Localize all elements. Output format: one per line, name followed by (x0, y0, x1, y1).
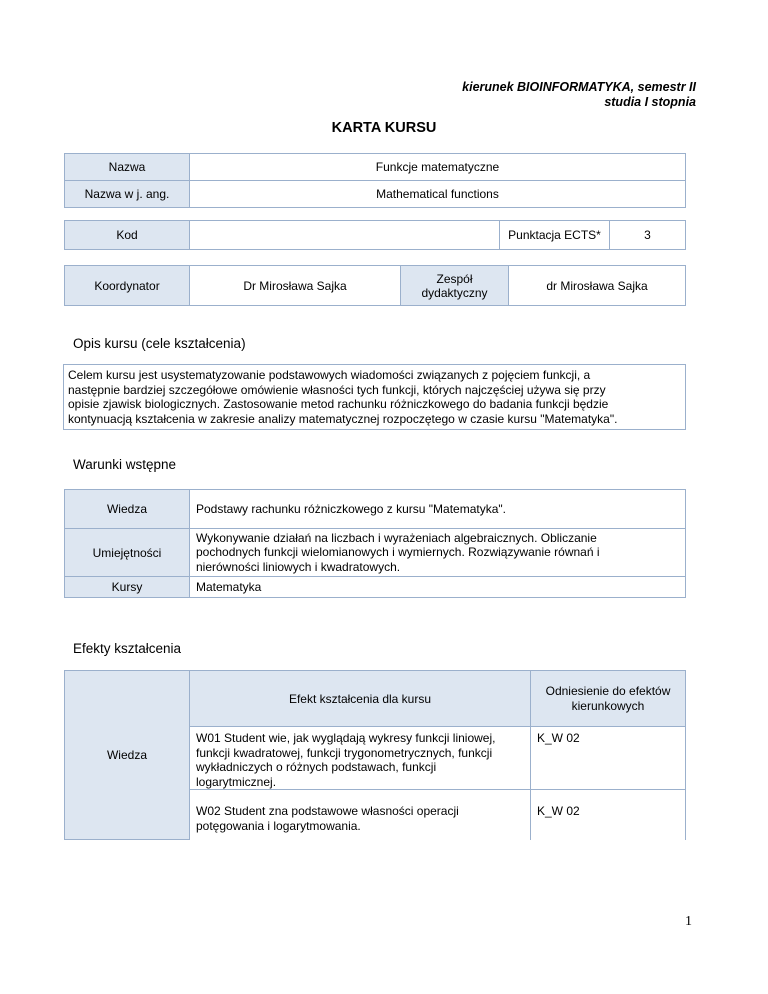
outcomes-heading: Efekty kształcenia (73, 641, 182, 656)
header-level: studia I stopnia (604, 95, 696, 109)
skills-line: pochodnych funkcji wielomianowych i wymiernych. Rozwiązywanie równań i (196, 545, 600, 560)
outcome-line: W02 Student zna podstawowe własności operacji (196, 804, 459, 818)
outcome-text (190, 727, 531, 790)
outcome-line: funkcji kwadratowej, funkcji trygonometrycznych, funkcji (196, 745, 493, 760)
outcomes-col-header: Efekt kształcenia dla kursu (190, 671, 531, 727)
outcome-line: potęgowania i logarytmowania. (196, 818, 361, 833)
outcome-reference: K_W 02 (531, 727, 686, 790)
skills-line: nierówności liniowych i kwadratowych. (196, 559, 401, 574)
skills-label: Umiejętności (65, 529, 190, 577)
outcome-line: W01 Student wie, jak wyglądają wykresy funkcji liniowej, (196, 731, 496, 745)
courses-value: Matematyka (190, 577, 686, 598)
outcomes-table (64, 670, 686, 840)
code-ects-table (64, 220, 686, 250)
description-line: opisie zjawisk biologicznych. Zastosowanie metod rachunku różniczkowego do badania funkcji będzie (68, 397, 609, 411)
description-line: Celem kursu jest usystematyzowanie podstawowych wiadomości związanych z pojęciem funkcji, a (68, 368, 591, 382)
team-label-line1: Zespół (436, 271, 473, 286)
team-value: dr Mirosława Sajka (509, 266, 686, 306)
courses-label: Kursy (65, 577, 190, 598)
ects-value: 3 (610, 221, 686, 250)
description-box (63, 364, 686, 430)
code-label: Kod (65, 221, 190, 250)
coordinator-table (64, 265, 686, 306)
team-label-line2: dydaktyczny (421, 285, 488, 300)
code-value (190, 221, 500, 250)
skills-value (190, 529, 686, 577)
outcome-line: wykładniczych o różnych podstawach, funkcji (196, 760, 437, 774)
knowledge-value: Podstawy rachunku różniczkowego z kursu "Matematyka". (190, 490, 686, 529)
team-label (401, 266, 509, 306)
name-label: Nazwa (65, 154, 190, 181)
course-name-table (64, 153, 686, 208)
outcome-text (190, 790, 531, 840)
outcome-line: logarytmicznej. (196, 774, 277, 789)
page-number: 1 (685, 914, 692, 929)
outcomes-category: Wiedza (65, 671, 190, 840)
coordinator-value: Dr Mirosława Sajka (190, 266, 401, 306)
page-title: KARTA KURSU (331, 120, 437, 136)
description-line: następnie bardziej szczegółowe omówienie własności tych funkcji, których najczęściej używa się przy (68, 382, 606, 397)
header-program: kierunek BIOINFORMATYKA, semestr II (462, 80, 696, 94)
name-en-label: Nazwa w j. ang. (65, 181, 190, 208)
reference-header-line1: Odniesienie do efektów (545, 683, 671, 698)
coordinator-label: Koordynator (65, 266, 190, 306)
reference-col-header (531, 671, 686, 727)
outcome-reference: K_W 02 (531, 790, 686, 840)
name-en-value: Mathematical functions (190, 181, 686, 208)
description-heading: Opis kursu (cele kształcenia) (73, 336, 246, 351)
prerequisites-heading: Warunki wstępne (73, 457, 177, 472)
description-line: kontynuacją kształcenia w zakresie analizy matematycznej rozpoczętego w czasie kursu "Matematyka". (68, 411, 618, 426)
prerequisites-table (64, 489, 686, 598)
ects-label: Punktacja ECTS* (500, 221, 610, 250)
skills-line: Wykonywanie działań na liczbach i wyrażeniach algebraicznych. Obliczanie (196, 530, 597, 545)
name-value: Funkcje matematyczne (190, 154, 686, 181)
reference-header-line2: kierunkowych (571, 698, 645, 713)
knowledge-label: Wiedza (65, 490, 190, 529)
